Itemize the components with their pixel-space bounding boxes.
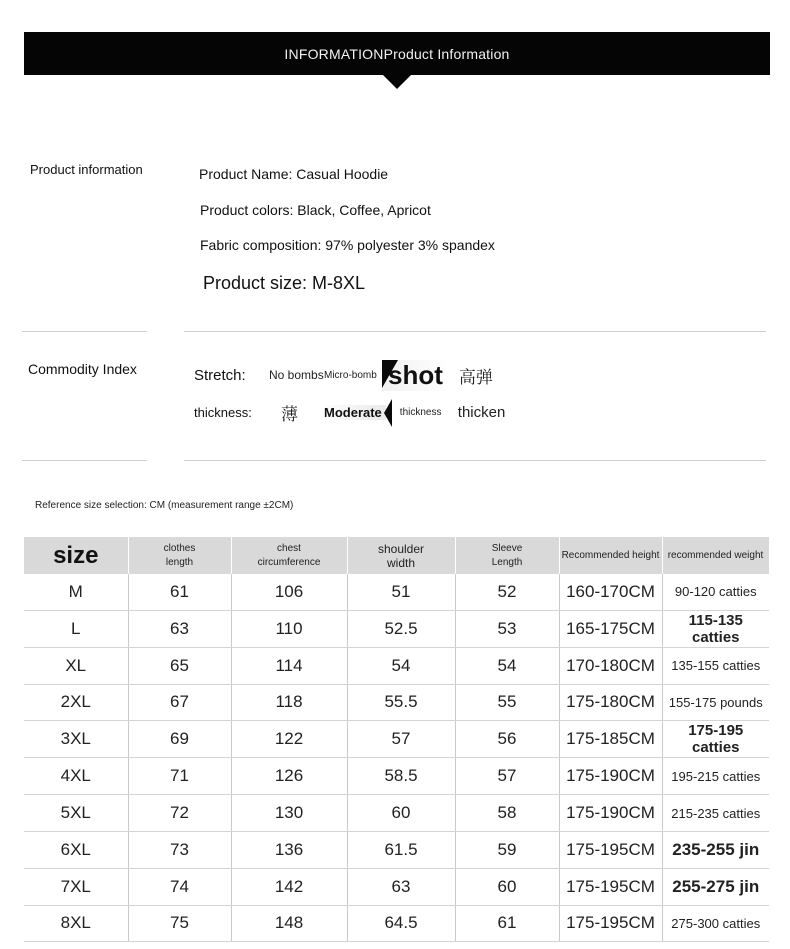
- stretch-option-micro: Micro-bomb: [324, 369, 377, 381]
- table-cell: 142: [231, 868, 347, 905]
- table-row: [24, 574, 769, 610]
- table-row: [24, 721, 769, 758]
- stretch-option-high: 高弹: [458, 367, 493, 387]
- table-cell: 71: [128, 758, 231, 795]
- table-cell: 136: [231, 831, 347, 868]
- table-row: [24, 610, 769, 647]
- table-cell: 275-300 catties: [662, 905, 769, 942]
- table-cell: 175-180CM: [559, 684, 662, 721]
- product-info-label: Product information: [30, 162, 143, 177]
- divider-right-1: [184, 331, 766, 332]
- table-cell: 5XL: [24, 795, 128, 832]
- table-cell: 64.5: [347, 905, 455, 942]
- divider-left-2: [22, 460, 147, 461]
- table-cell: 54: [455, 647, 559, 684]
- table-cell: 61: [128, 574, 231, 610]
- table-cell: 90-120 catties: [662, 574, 769, 610]
- table-cell: 110: [231, 610, 347, 647]
- table-row: [24, 647, 769, 684]
- table-cell: 170-180CM: [559, 647, 662, 684]
- table-cell: 126: [231, 758, 347, 795]
- table-cell: 8XL: [24, 905, 128, 942]
- table-cell: 122: [231, 721, 347, 758]
- table-cell: 58: [455, 795, 559, 832]
- table-cell: 52: [455, 574, 559, 610]
- header-shoulder-width: shoulder width: [347, 537, 455, 574]
- table-cell: 4XL: [24, 758, 128, 795]
- thickness-option-selected: Moderate: [320, 405, 386, 420]
- table-cell: 175-195 catties: [662, 721, 769, 758]
- thickness-option-thin: 薄: [281, 404, 298, 424]
- stretch-label: Stretch:: [194, 366, 246, 384]
- table-cell: 175-190CM: [559, 758, 662, 795]
- table-row: [24, 684, 769, 721]
- thickness-label: thickness:: [194, 404, 252, 420]
- table-cell: 63: [128, 610, 231, 647]
- table-cell: 67: [128, 684, 231, 721]
- table-cell: 118: [231, 684, 347, 721]
- table-cell: 75: [128, 905, 231, 942]
- banner-title: INFORMATIONProduct Information: [284, 45, 510, 62]
- table-cell: 52.5: [347, 610, 455, 647]
- table-cell: 61: [455, 905, 559, 942]
- table-cell: 235-255 jin: [662, 831, 769, 868]
- table-cell: 130: [231, 795, 347, 832]
- stretch-option-selected: shot: [382, 360, 449, 391]
- table-cell: 135-155 catties: [662, 647, 769, 684]
- table-cell: 6XL: [24, 831, 128, 868]
- header-recommended-height: Recommended height: [559, 537, 662, 574]
- table-row: [24, 905, 769, 942]
- table-cell: 175-195CM: [559, 905, 662, 942]
- table-row: [24, 868, 769, 905]
- commodity-index-label: Commodity Index: [28, 361, 137, 377]
- thickness-option-thicken: thicken: [457, 403, 506, 421]
- banner-arrow: [383, 75, 411, 89]
- header-clothes-length: clothes length: [128, 537, 231, 574]
- stretch-option-none: No bombs: [269, 368, 324, 382]
- table-cell: 3XL: [24, 721, 128, 758]
- table-cell: 69: [128, 721, 231, 758]
- table-cell: 65: [128, 647, 231, 684]
- table-cell: 175-195CM: [559, 868, 662, 905]
- table-cell: 57: [455, 758, 559, 795]
- table-cell: 60: [455, 868, 559, 905]
- header-size: size: [24, 537, 128, 574]
- table-cell: 56: [455, 721, 559, 758]
- thickness-option-thickness: thickness: [399, 406, 442, 418]
- table-cell: 215-235 catties: [662, 795, 769, 832]
- table-cell: 63: [347, 868, 455, 905]
- table-cell: 7XL: [24, 868, 128, 905]
- table-cell: 74: [128, 868, 231, 905]
- fabric-composition: Fabric composition: 97% polyester 3% spandex: [200, 237, 495, 253]
- table-cell: 148: [231, 905, 347, 942]
- table-cell: 55: [455, 684, 559, 721]
- table-cell: 73: [128, 831, 231, 868]
- table-cell: XL: [24, 647, 128, 684]
- product-colors: Product colors: Black, Coffee, Apricot: [200, 202, 431, 218]
- table-cell: 106: [231, 574, 347, 610]
- product-name: Product Name: Casual Hoodie: [199, 166, 389, 182]
- table-cell: 58.5: [347, 758, 455, 795]
- table-cell: 57: [347, 721, 455, 758]
- table-cell: 53: [455, 610, 559, 647]
- table-cell: 2XL: [24, 684, 128, 721]
- table-cell: 175-190CM: [559, 795, 662, 832]
- section-banner: [24, 32, 770, 75]
- table-cell: 255-275 jin: [662, 868, 769, 905]
- table-cell: 175-195CM: [559, 831, 662, 868]
- divider-left-1: [22, 331, 147, 332]
- table-header-row: [24, 537, 769, 574]
- table-cell: 60: [347, 795, 455, 832]
- table-row: [24, 831, 769, 868]
- table-cell: L: [24, 610, 128, 647]
- table-cell: 59: [455, 831, 559, 868]
- table-cell: 54: [347, 647, 455, 684]
- stretch-row: [194, 356, 493, 394]
- thickness-row: [194, 398, 505, 426]
- table-cell: 155-175 pounds: [662, 684, 769, 721]
- header-chest-circumference: chest circumference: [231, 537, 347, 574]
- reference-size-note: Reference size selection: CM (measurement range ±2CM): [35, 500, 294, 511]
- table-row: [24, 758, 769, 795]
- table-cell: 115-135 catties: [662, 610, 769, 647]
- size-table: [24, 537, 770, 942]
- header-recommended-weight: recommended weight: [662, 537, 769, 574]
- header-sleeve-length: Sleeve Length: [455, 537, 559, 574]
- table-cell: 55.5: [347, 684, 455, 721]
- table-cell: 61.5: [347, 831, 455, 868]
- table-cell: 72: [128, 795, 231, 832]
- divider-right-2: [184, 460, 766, 461]
- table-cell: M: [24, 574, 128, 610]
- table-cell: 160-170CM: [559, 574, 662, 610]
- table-cell: 114: [231, 647, 347, 684]
- product-size: Product size: M-8XL: [203, 273, 366, 293]
- table-cell: 51: [347, 574, 455, 610]
- table-row: [24, 795, 769, 832]
- table-cell: 175-185CM: [559, 721, 662, 758]
- table-cell: 165-175CM: [559, 610, 662, 647]
- table-cell: 195-215 catties: [662, 758, 769, 795]
